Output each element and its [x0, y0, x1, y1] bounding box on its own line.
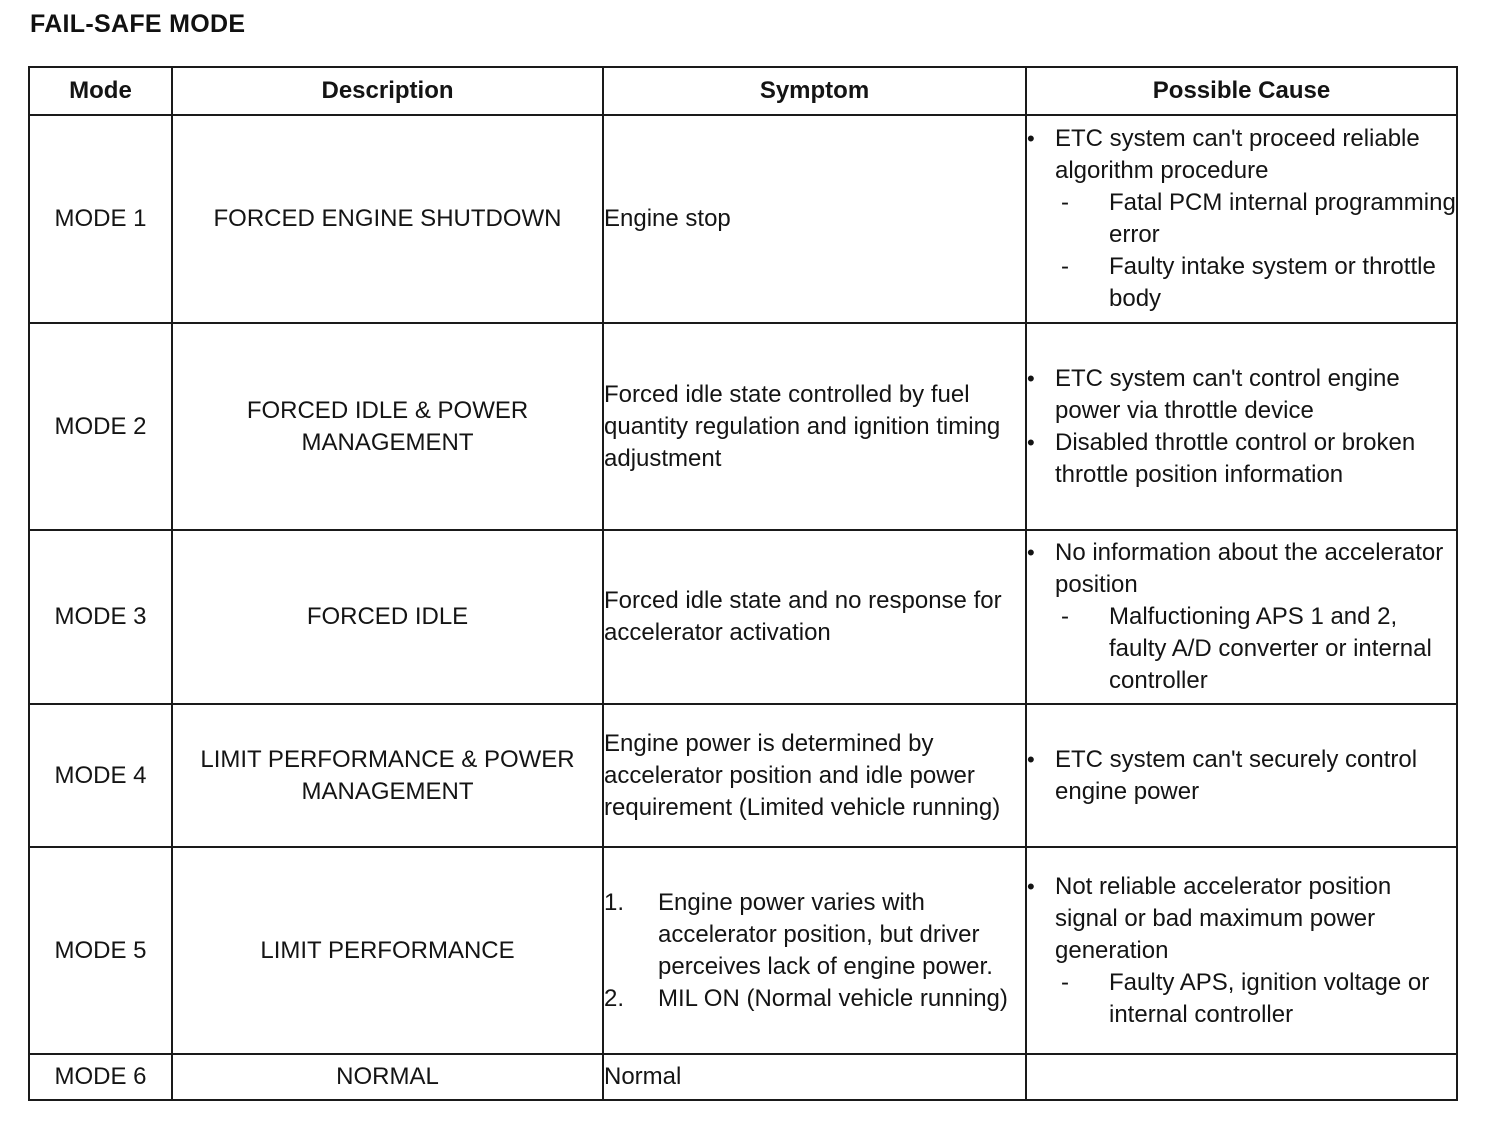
column-header-symptom: Symptom	[603, 67, 1026, 115]
sub-cause-item	[1055, 251, 1456, 315]
cause-item	[1027, 537, 1456, 697]
symptom-text: MIL ON (Normal vehicle running)	[658, 984, 1008, 1012]
sub-cause-text: Malfuctioning APS 1 and 2, faulty A/D converter or internal controller	[1109, 603, 1432, 694]
table-row	[29, 115, 1457, 323]
possible-cause-cell	[1026, 847, 1457, 1054]
cause-item	[1027, 123, 1456, 315]
sub-cause-list	[1055, 601, 1456, 697]
bullet-icon: •	[1027, 746, 1035, 772]
sub-cause-text: Faulty APS, ignition voltage or internal controller	[1109, 968, 1430, 1028]
fail-safe-mode-table	[28, 66, 1458, 1101]
page-title: FAIL-SAFE MODE	[30, 10, 246, 38]
symptom-cell: Forced idle state controlled by fuel quantity regulation and ignition timing adjustment	[603, 323, 1026, 530]
sub-cause-text: Fatal PCM internal programming error	[1109, 189, 1456, 248]
cause-item	[1027, 744, 1456, 808]
description-cell: FORCED IDLE	[172, 530, 603, 704]
symptom-text: Engine power varies with accelerator position, but driver perceives lack of engine power.	[658, 888, 993, 980]
column-header-possible-cause: Possible Cause	[1026, 67, 1457, 115]
sub-cause-list	[1055, 967, 1456, 1031]
mode-cell: MODE 6	[29, 1054, 172, 1100]
cause-list	[1027, 871, 1456, 1031]
cause-text: Disabled throttle control or broken throttle position information	[1055, 428, 1416, 488]
table-header-row	[29, 67, 1457, 115]
possible-cause-cell	[1026, 115, 1457, 323]
table-row	[29, 1054, 1457, 1100]
cause-list	[1027, 537, 1456, 697]
cause-text: No information about the accelerator position	[1055, 539, 1444, 598]
table-row	[29, 323, 1457, 530]
dash-icon: -	[1061, 968, 1069, 996]
dash-icon: -	[1061, 253, 1069, 280]
cause-list	[1027, 363, 1456, 491]
cause-text: ETC system can't control engine power via throttle device	[1055, 364, 1400, 424]
dash-icon: -	[1061, 603, 1069, 630]
bullet-icon: •	[1027, 540, 1035, 565]
symptom-cell: Engine stop	[603, 115, 1026, 323]
mode-cell: MODE 3	[29, 530, 172, 704]
table-row	[29, 530, 1457, 704]
symptom-cell: Forced idle state and no response for accelerator activation	[603, 530, 1026, 704]
description-cell: FORCED IDLE & POWER MANAGEMENT	[172, 323, 603, 530]
item-number: 1.	[604, 888, 625, 916]
sub-cause-item	[1055, 187, 1456, 251]
cause-item	[1027, 363, 1456, 427]
cause-list	[1027, 744, 1456, 808]
table-row	[29, 847, 1457, 1054]
bullet-icon: •	[1027, 126, 1035, 151]
sub-cause-item	[1055, 601, 1456, 697]
description-cell: NORMAL	[172, 1054, 603, 1100]
cause-item	[1027, 427, 1456, 491]
mode-cell: MODE 2	[29, 323, 172, 530]
description-cell: LIMIT PERFORMANCE	[172, 847, 603, 1054]
cause-item	[1027, 871, 1456, 1031]
cause-list	[1027, 123, 1456, 315]
symptom-item	[604, 983, 1025, 1015]
symptom-cell: Normal	[603, 1054, 1026, 1100]
description-cell: FORCED ENGINE SHUTDOWN	[172, 115, 603, 323]
column-header-mode: Mode	[29, 67, 172, 115]
possible-cause-cell	[1026, 530, 1457, 704]
description-cell: LIMIT PERFORMANCE & POWER MANAGEMENT	[172, 704, 603, 847]
sub-cause-list	[1055, 187, 1456, 315]
mode-cell: MODE 1	[29, 115, 172, 323]
possible-cause-cell	[1026, 323, 1457, 530]
column-header-description: Description	[172, 67, 603, 115]
cause-text: Not reliable accelerator position signal or bad maximum power generation	[1055, 872, 1392, 964]
symptom-item	[604, 887, 1025, 983]
symptom-cell	[603, 847, 1026, 1054]
symptom-cell: Engine power is determined by accelerator position and idle power requirement (Limited vehicle running)	[603, 704, 1026, 847]
table-row	[29, 704, 1457, 847]
symptom-list	[604, 887, 1025, 1015]
sub-cause-text: Faulty intake system or throttle body	[1109, 253, 1436, 312]
mode-cell: MODE 5	[29, 847, 172, 1054]
sub-cause-item	[1055, 967, 1456, 1031]
mode-cell: MODE 4	[29, 704, 172, 847]
bullet-icon: •	[1027, 429, 1035, 455]
possible-cause-cell	[1026, 1054, 1457, 1100]
bullet-icon: •	[1027, 873, 1035, 899]
cause-text: ETC system can't securely control engine power	[1055, 745, 1418, 805]
possible-cause-cell	[1026, 704, 1457, 847]
dash-icon: -	[1061, 189, 1069, 216]
cause-text: ETC system can't proceed reliable algorithm procedure	[1055, 125, 1420, 184]
item-number: 2.	[604, 984, 625, 1012]
bullet-icon: •	[1027, 365, 1035, 391]
